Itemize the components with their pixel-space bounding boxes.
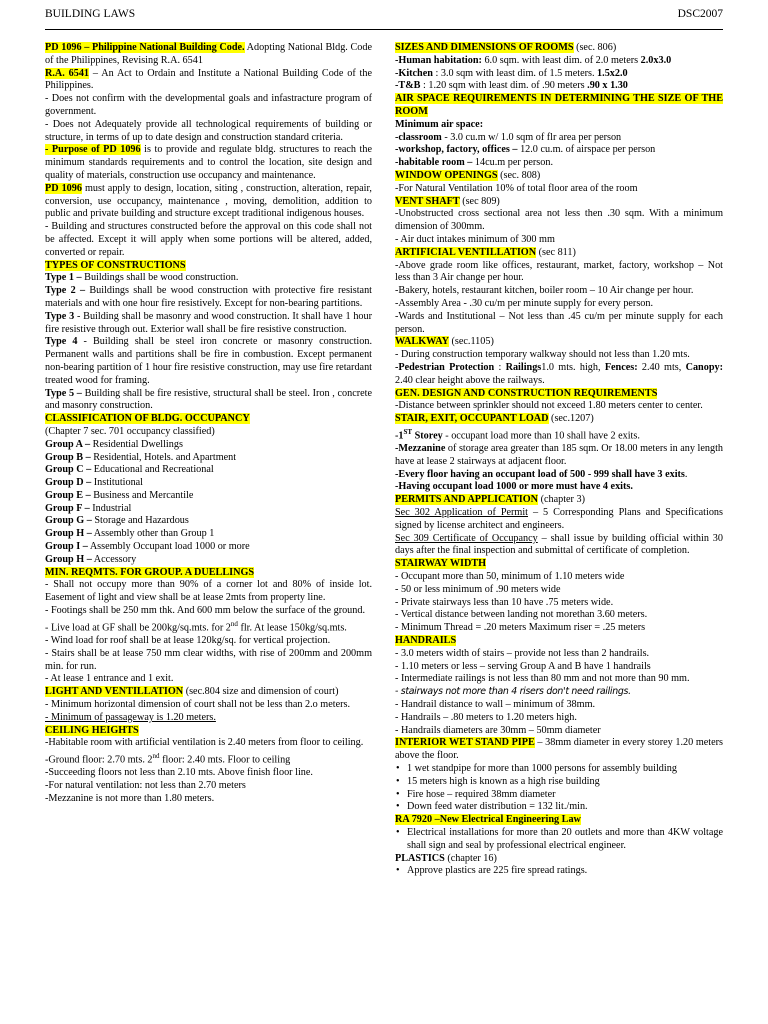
classification-heading: CLASSIFICATION OF BLDG. OCCUPANCY — [45, 413, 250, 425]
ceiling-item: -Succeeding floors not less than 2.10 mts. Above finish floor line. — [45, 767, 313, 779]
art-vent-item: -Bakery, hotels, restaurant kitchen, boiler room – 10 Air change per hour. — [395, 285, 694, 297]
handrails-heading: HANDRAILS — [395, 635, 457, 647]
types-heading: TYPES OF CONSTRUCTIONS — [45, 259, 186, 271]
type-item: Type 1 – Buildings shall be wood construction. — [45, 272, 239, 284]
stairway-width-item: - Minimum Thread = .20 meters Maximum riser = .25 meters — [395, 622, 646, 634]
left-column — [45, 42, 372, 806]
handrail-item: - 3.0 meters width of stairs – provide not less than 2 handrails. — [395, 647, 650, 659]
window-text: -For Natural Ventilation 10% of total floor area of the room — [395, 182, 638, 194]
list-item: • 15 meters high is known as a high rise building — [395, 776, 723, 789]
handrail-handwritten-note: - stairways not more than 4 risers don't need railings. — [395, 686, 631, 698]
sec-309: Sec 309 Certificate of Occupancy – shall issue by building official within 30 days after the final inspection and submittal of certificate of completion. — [395, 532, 723, 557]
permits-heading: PERMITS AND APPLICATION (chapter 3) — [395, 494, 585, 506]
list-item: • Approve plastics are 225 fire spread ratings. — [395, 865, 723, 878]
type-item: Type 2 – Buildings shall be wood construction with protective fire resistant materials and with one hour fire resistively. Except for non-bearing partitions. — [45, 285, 372, 309]
gen-design-heading: GEN. DESIGN AND CONSTRUCTION REQUIREMENTS — [395, 387, 658, 399]
group-item: Group E – Business and Mercantile — [45, 489, 194, 501]
gen-design-text: -Distance between sprinkler should not exceed 1.80 meters center to center. — [395, 400, 703, 412]
ceiling-item: -Mezzanine is not more than 1.80 meters. — [45, 793, 215, 804]
group-item: Group A – Residential Dwellings — [45, 438, 183, 450]
air-space-heading: AIR SPACE REQUIREMENTS IN DETERMINING THE SIZE OF THE ROOM — [395, 93, 723, 117]
sec-302: Sec 302 Application of Permit – 5 Corresponding Plans and Specifications signed by license architect and engineers. — [395, 507, 723, 531]
size-item: -Kitchen : 3.0 sqm with least dim. of 1.5 meters. 1.5x2.0 — [395, 67, 628, 79]
vent-text: -Unobstructed cross sectional area not less then .30 sqm. With a minimum dimension of 300mm. — [395, 208, 723, 233]
min-reqmt-item: - Stairs shall be at lease 750 mm clear widths, with rise of 200mm and 200mm min. for run. — [45, 647, 372, 672]
plastics-heading: PLASTICS (chapter 16) — [395, 852, 497, 864]
ceiling-item: -Ground floor: 2.70 mts. 2nd floor: 2.40 mts. Floor to ceiling — [45, 752, 291, 766]
group-item: Group H – Assembly other than Group 1 — [45, 528, 215, 540]
handrail-item: - Handrails – .80 meters to 1.20 meters high. — [395, 711, 577, 723]
purpose-paragraph: - Purpose of PD 1096 is to provide and regulate bldg. structures to reach the minimum standards requirements and to control the location, site design and quality of materials, construction use occupancy and maintenance. — [45, 144, 372, 181]
stairway-width-item: - Private stairways less than 10 have .75 meters wide. — [395, 596, 614, 608]
stairway-width-item: - Occupant more than 50, minimum of 1.10 meters wide — [395, 571, 625, 583]
pd-apply-paragraph: PD 1096 must apply to design, location, siting , construction, alteration, repair, conversion, use occupancy, maintenance , moving, demolition, addition to public and private building and structure except traditional indigenous houses. — [45, 182, 372, 220]
light-text: - Minimum horizontal dimension of court shall not be less than 2.o meters. — [45, 699, 351, 711]
ceiling-item: -Habitable room with artificial ventilation is 2.40 meters from floor to ceiling. — [45, 737, 364, 749]
handrail-item: - Intermediate railings is not less than 80 mm and not more than 90 mm. — [395, 673, 690, 685]
list-item: • 1 wet standpipe for more than 1000 persons for assembly building — [395, 763, 723, 776]
stair-item: -1ST Storey - occupant load more than 10 shall have 2 exits. — [395, 427, 640, 442]
stair-exit-heading: STAIR, EXIT, OCCUPANT LOAD (sec.1207) — [395, 413, 594, 425]
list-item: • Fire hose – required 38mm diameter — [395, 789, 723, 802]
type-item: Type 5 – Building shall be fire resistive, structural shall be steel. Iron , concrete and masonry construction. — [45, 387, 372, 412]
pd-1096-intro: PD 1096 – Philippine National Building Code. Adopting National Bldg. Code of the Philippines, Revising R.A. 6541 — [45, 42, 372, 66]
min-reqmts-heading: MIN. REQMTS. FOR GROUP. A DUELLINGS — [45, 566, 255, 578]
right-column — [395, 42, 723, 878]
air-min-label: Minimum air space: — [395, 118, 484, 130]
handrail-item: - 1.10 meters or less – serving Group A and B have 1 handrails — [395, 660, 651, 672]
ra-6541-intro: R.A. 6541 – An Act to Ordain and Institute a National Building Code of the Philippines. — [45, 67, 373, 92]
group-item: Group F – Industrial — [45, 502, 132, 514]
stairway-width-heading: STAIRWAY WIDTH — [395, 558, 487, 570]
handrail-item: - Handrail distance to wall – minimum of 38mm. — [395, 699, 596, 711]
header-code: DSC2007 — [677, 8, 723, 20]
type-item: Type 3 - Building shall be masonry and wood construction. It shall have 1 hour fire resistive through out. Exterior wall shall be fire resistive construction. — [45, 310, 372, 335]
min-reqmt-item: - Footings shall be 250 mm thk. And 600 mm below the surface of the ground. — [45, 605, 366, 617]
handrail-item: - Handrails diameters are 30mm – 50mm diameter — [395, 724, 601, 736]
vent-shaft-heading: VENT SHAFT (sec 809) — [395, 195, 500, 207]
ra-7920-list — [395, 827, 723, 853]
window-heading: WINDOW OPENINGS (sec. 808) — [395, 169, 541, 181]
air-item: -habitable room – 14cu.m per person. — [395, 157, 553, 169]
group-item: Group C – Educational and Recreational — [45, 464, 214, 476]
list-item: • Down feed water distribution = 132 lit./min. — [395, 801, 723, 814]
header-divider — [45, 29, 723, 30]
art-vent-item: -Wards and Institutional – Not less than .45 cu/m per minute supply for each person. — [395, 310, 723, 335]
sizes-heading: SIZES AND DIMENSIONS OF ROOMS (sec. 806) — [395, 42, 617, 53]
group-item: Group D – Institutional — [45, 477, 144, 489]
group-item: Group H – Accessory — [45, 553, 137, 565]
stairway-width-item: - 50 or less minimum of .90 meters wide — [395, 583, 561, 595]
group-item: Group I – Assembly Occupant load 1000 or more — [45, 541, 250, 553]
art-vent-item: -Above grade room like offices, restaurant, market, factory, workshop – Not less than 3 Air change per hour. — [395, 259, 723, 284]
pedestrian-protection: -Pedestrian Protection : Railings1.0 mts. high, Fences: 2.40 mts, Canopy: 2.40 clear height above the railways. — [395, 361, 723, 386]
min-reqmt-item: - Shall not occupy more than 90% of a corner lot and 80% of inside lot. Easement of light and view shall be at lease 2mts from property line. — [45, 579, 372, 604]
vent-text: - Air duct intakes minimum of 300 mm — [395, 233, 555, 245]
stair-item: -Mezzanine of storage area greater than 185 sqm. Or 18.00 meters in any length have at lease 2 stairways at adjacent floor. — [395, 443, 723, 467]
walkway-text: - During construction temporary walkway should not less than 1.20 mts. — [395, 349, 690, 361]
group-item: Group B – Residential, Hotels. and Apartment — [45, 451, 237, 463]
passageway-text: - Minimum of passageway is 1.20 meters. — [45, 711, 216, 723]
plastics-list — [395, 865, 723, 878]
art-vent-item: -Assembly Area - .30 cu/m per minute supply for every person. — [395, 297, 654, 309]
min-reqmt-item: - At lease 1 entrance and 1 exit. — [45, 673, 174, 685]
building-note: - Building and structures constructed before the approval on this code shall not be affected. Except it will apply when some portions will be altered, added, converted or repair. — [45, 221, 372, 258]
ra-7920-heading: RA 7920 –New Electrical Engineering Law — [395, 814, 581, 826]
group-item: Group G – Storage and Hazardous — [45, 515, 189, 527]
page-header — [45, 8, 723, 20]
wet-stand-pipe-list — [395, 763, 723, 814]
min-reqmt-item: - Wind load for roof shall be at lease 120kg/sq. for vertical projection. — [45, 635, 331, 647]
air-item: -workshop, factory, offices – 12.0 cu.m. of airspace per person — [395, 144, 656, 156]
classification-subtitle: (Chapter 7 sec. 701 occupancy classified) — [45, 425, 215, 437]
wet-stand-pipe-heading: INTERIOR WET STAND PIPE – 38mm diameter in every storey 1.20 meters above the floor. — [395, 737, 724, 762]
stairway-width-item: - Vertical distance between landing not morethan 3.60 meters. — [395, 609, 648, 621]
min-reqmt-item: - Live load at GF shall be 200kg/sq.mts. for 2nd flr. At lease 150kg/sq.mts. — [45, 619, 347, 634]
air-item: -classroom - 3.0 cu.m w/ 1.0 sqm of flr area per person — [395, 131, 622, 143]
walkway-heading: WALKWAY (sec.1105) — [395, 336, 494, 348]
stair-item: -Every floor having an occupant load of 500 - 999 shall have 3 exits. — [395, 468, 688, 480]
intro-bullet: - Does not confirm with the developmental goals and infastracture program of government. — [45, 93, 372, 117]
ceiling-item: -For natural ventilation: not less than 2.70 meters — [45, 780, 246, 792]
header-title: BUILDING LAWS — [45, 8, 136, 20]
list-item: • Electrical installations for more than 20 outlets and more than 4KW voltage shall sign and seal by professional electrical engineer. — [395, 827, 723, 853]
light-ventilation-heading: LIGHT AND VENTILLATION (sec.804 size and dimension of court) — [45, 686, 339, 698]
type-item: Type 4 - Building shall be steel iron concrete or masonry construction. Permanent walls and partitions shall be fire in combustion. Except permanent non-bearing partition of 1 hour fire resistive construction, may use fire retardant treated wood for framing. — [45, 336, 372, 386]
size-item: -T&B : 1.20 sqm with least dim. of .90 meters .90 x 1.30 — [395, 80, 628, 92]
intro-bullet: - Does not Adequately provide all technological requirements of building or structure, in terms of up to date design and construction standard criteria. — [45, 118, 372, 143]
ceiling-heading: CEILING HEIGHTS — [45, 724, 139, 736]
size-item: -Human habitation: 6.0 sqm. with least dim. of 2.0 meters 2.0x3.0 — [395, 54, 672, 66]
artificial-vent-heading: ARTIFICIAL VENTILLATION (sec 811) — [395, 246, 576, 258]
stair-item: -Having occupant load 1000 or more must have 4 exits. — [395, 481, 633, 493]
